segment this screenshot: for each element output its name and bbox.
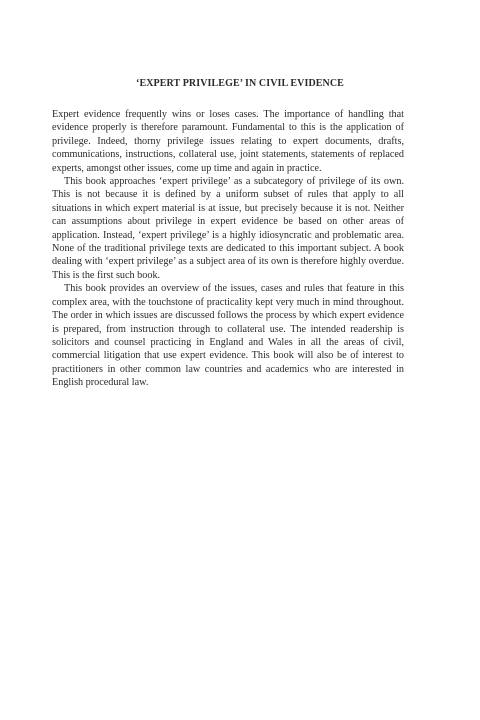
page-title: ‘EXPERT PRIVILEGE’ IN CIVIL EVIDENCE (136, 78, 344, 89)
paragraph-3: This book provides an overview of the issues, cases and rules that feature in this complex area, with the touchstone of practicality kept very much in mind throughout. The order in which issues are discussed follows the process by which expert evidence is prepared, from instruction through to collateral use. The intended readership is solicitors and counsel practicing in England and Wales in all the areas of civil, commercial litigation that use expert evidence. This book will also be of interest to practitioners in other common law countries and academics who are interested in English procedural law. (52, 283, 404, 389)
paragraph-2: This book approaches ‘expert privilege’ as a subcategory of privilege of its own. This is not because it is defined by a uniform subset of rules that apply to all situations in which expert material is at issue, but precisely because it is not. Neither can assumptions about privilege in expert evidence be based on other areas of application. Instead, ‘expert privilege’ is a highly idiosyncratic and problematic area. None of the traditional privilege texts are dedicated to this important subject. A book dealing with ‘expert privilege’ as a subject area of its own is therefore highly overdue. This is the first such book. (52, 176, 404, 281)
paragraph-1: Expert evidence frequently wins or loses cases. The importance of handling that evidence properly is therefore paramount. Fundamental to this is the application of privilege. Indeed, thorny privilege issues relating to expert documents, drafts, communications, instructions, collateral use, joint statements, statements of replaced experts, amongst other issues, come up time and again in practice. (52, 109, 404, 174)
blurb-text (52, 108, 404, 390)
